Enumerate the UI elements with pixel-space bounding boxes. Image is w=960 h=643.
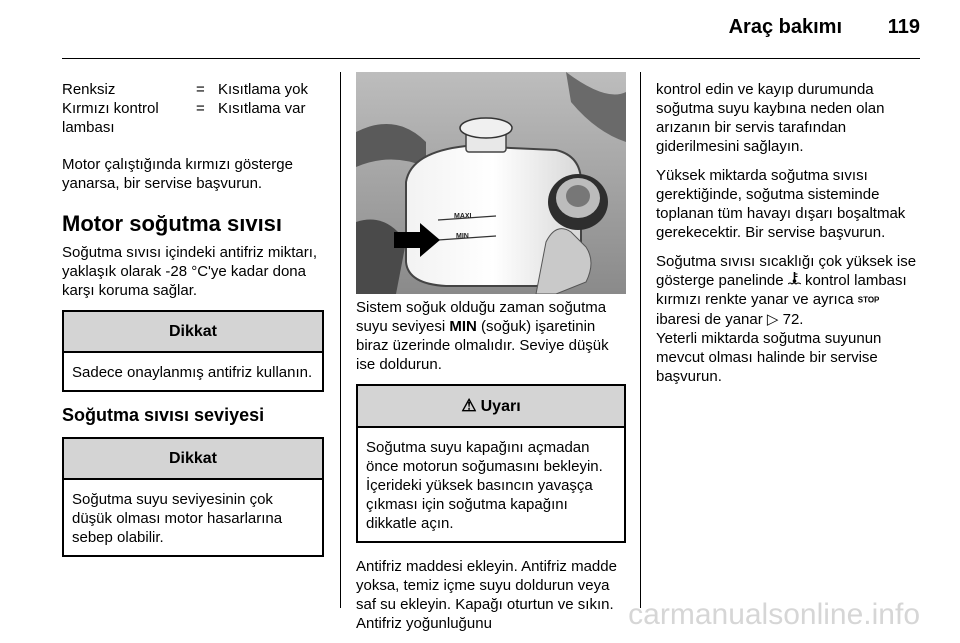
- text-run: Soğutma sıvısı sıcaklığı çok yüksek ise gösterge panelinde: [656, 253, 917, 289]
- page-reference[interactable]: 72.: [782, 310, 804, 328]
- page-header-title: Araç bakımı: [728, 16, 842, 38]
- warning-box-body: Soğutma suyu kapağını açmadan önce motorun soğumasını bekleyin. İçerideki yüksek basıncın yavaşça çıkması için soğutma kapağını dikkatle açın.: [366, 439, 603, 532]
- table-key: Renksiz: [62, 81, 116, 98]
- column-divider-left: [340, 72, 341, 608]
- column-2: [356, 298, 626, 643]
- caution-box-body: Sadece onaylanmış antifriz kullanın.: [72, 364, 313, 381]
- text-run: (soğuk) işaretinin biraz üzerinde olmalıdır. Seviye düşük ise doldurun.: [356, 318, 609, 373]
- table-value: Kısıtlama var: [218, 100, 306, 117]
- warning-box-title: [358, 386, 624, 428]
- table-separator: =: [196, 100, 205, 117]
- paragraph: kontrol edin ve kayıp durumunda soğutma suyu kaybına neden olan arızanın bir servis tarafından giderilmesini sağlayın.: [656, 81, 885, 155]
- coolant-temp-icon: [788, 271, 801, 285]
- column-1: [62, 80, 324, 571]
- text-run: ibaresi de yanar: [656, 310, 763, 328]
- paragraph: Motor çalıştığında kırmızı gösterge yanarsa, bir servise başvurun.: [62, 156, 293, 192]
- min-emphasis: MIN: [449, 318, 477, 335]
- caution-box-body: Soğutma suyu seviyesinin çok düşük olması motor hasarlarına sebep olabilir.: [72, 491, 283, 546]
- warning-title-text: Uyarı: [480, 398, 521, 415]
- watermark: carmanualsonline.info: [628, 598, 920, 631]
- column-divider-right: [640, 72, 641, 608]
- warning-box: [356, 384, 626, 543]
- table-row: [62, 80, 324, 99]
- caution-box-title: Dikkat: [64, 312, 322, 353]
- caution-box: [62, 437, 324, 557]
- caution-box-title: Dikkat: [64, 439, 322, 480]
- paragraph: Yüksek miktarda soğutma sıvısı gerektiğinde, soğutma sisteminde toplanan tüm havayı dışarı boşaltmak gerekecektir. Bir servise başvurun.: [656, 167, 906, 241]
- warning-triangle-icon: ⚠: [461, 396, 477, 415]
- column-3: [656, 80, 926, 396]
- caution-box: [62, 310, 324, 392]
- paragraph: [356, 298, 626, 374]
- table-row: [62, 99, 324, 137]
- paragraph: [656, 252, 926, 329]
- table-value: Kısıtlama yok: [218, 81, 309, 98]
- text-run: kontrol lambası kırmızı renkte yanar ve ayrıca: [656, 272, 907, 308]
- header-rule: [62, 58, 920, 59]
- removed-cap: [548, 174, 608, 230]
- reservoir-cap: [460, 118, 512, 138]
- reference-arrow-icon: ▷: [766, 310, 779, 328]
- table-separator: =: [196, 81, 205, 98]
- stop-label: STOP: [857, 295, 880, 305]
- page-number: 119: [887, 16, 920, 38]
- paragraph: Soğutma sıvısı içindeki antifriz miktarı, yaklaşık olarak -28 °C'ye kadar dona karşı koruma sağlar.: [62, 244, 318, 299]
- min-label: MIN: [456, 233, 469, 240]
- maxi-label: MAXI: [454, 213, 472, 220]
- indicator-table: [62, 80, 324, 137]
- coolant-reservoir-illustration: [356, 72, 626, 294]
- paragraph: Antifriz maddesi ekleyin. Antifriz madde yoksa, temiz içme suyu doldurun veya saf su ekleyin. Kapağı oturtun ve sıkın. Antifriz yoğunluğunu: [356, 558, 617, 632]
- subsection-title: Soğutma sıvısı seviyesi: [62, 405, 265, 425]
- text-run: Sistem soğuk olduğu zaman soğutma suyu seviyesi: [356, 299, 607, 335]
- paragraph: Yeterli miktarda soğutma suyunun mevcut olması halinde bir servise başvurun.: [656, 329, 882, 385]
- section-title: Motor soğutma sıvısı: [62, 211, 283, 236]
- table-key: Kırmızı kontrol lambası: [62, 100, 159, 136]
